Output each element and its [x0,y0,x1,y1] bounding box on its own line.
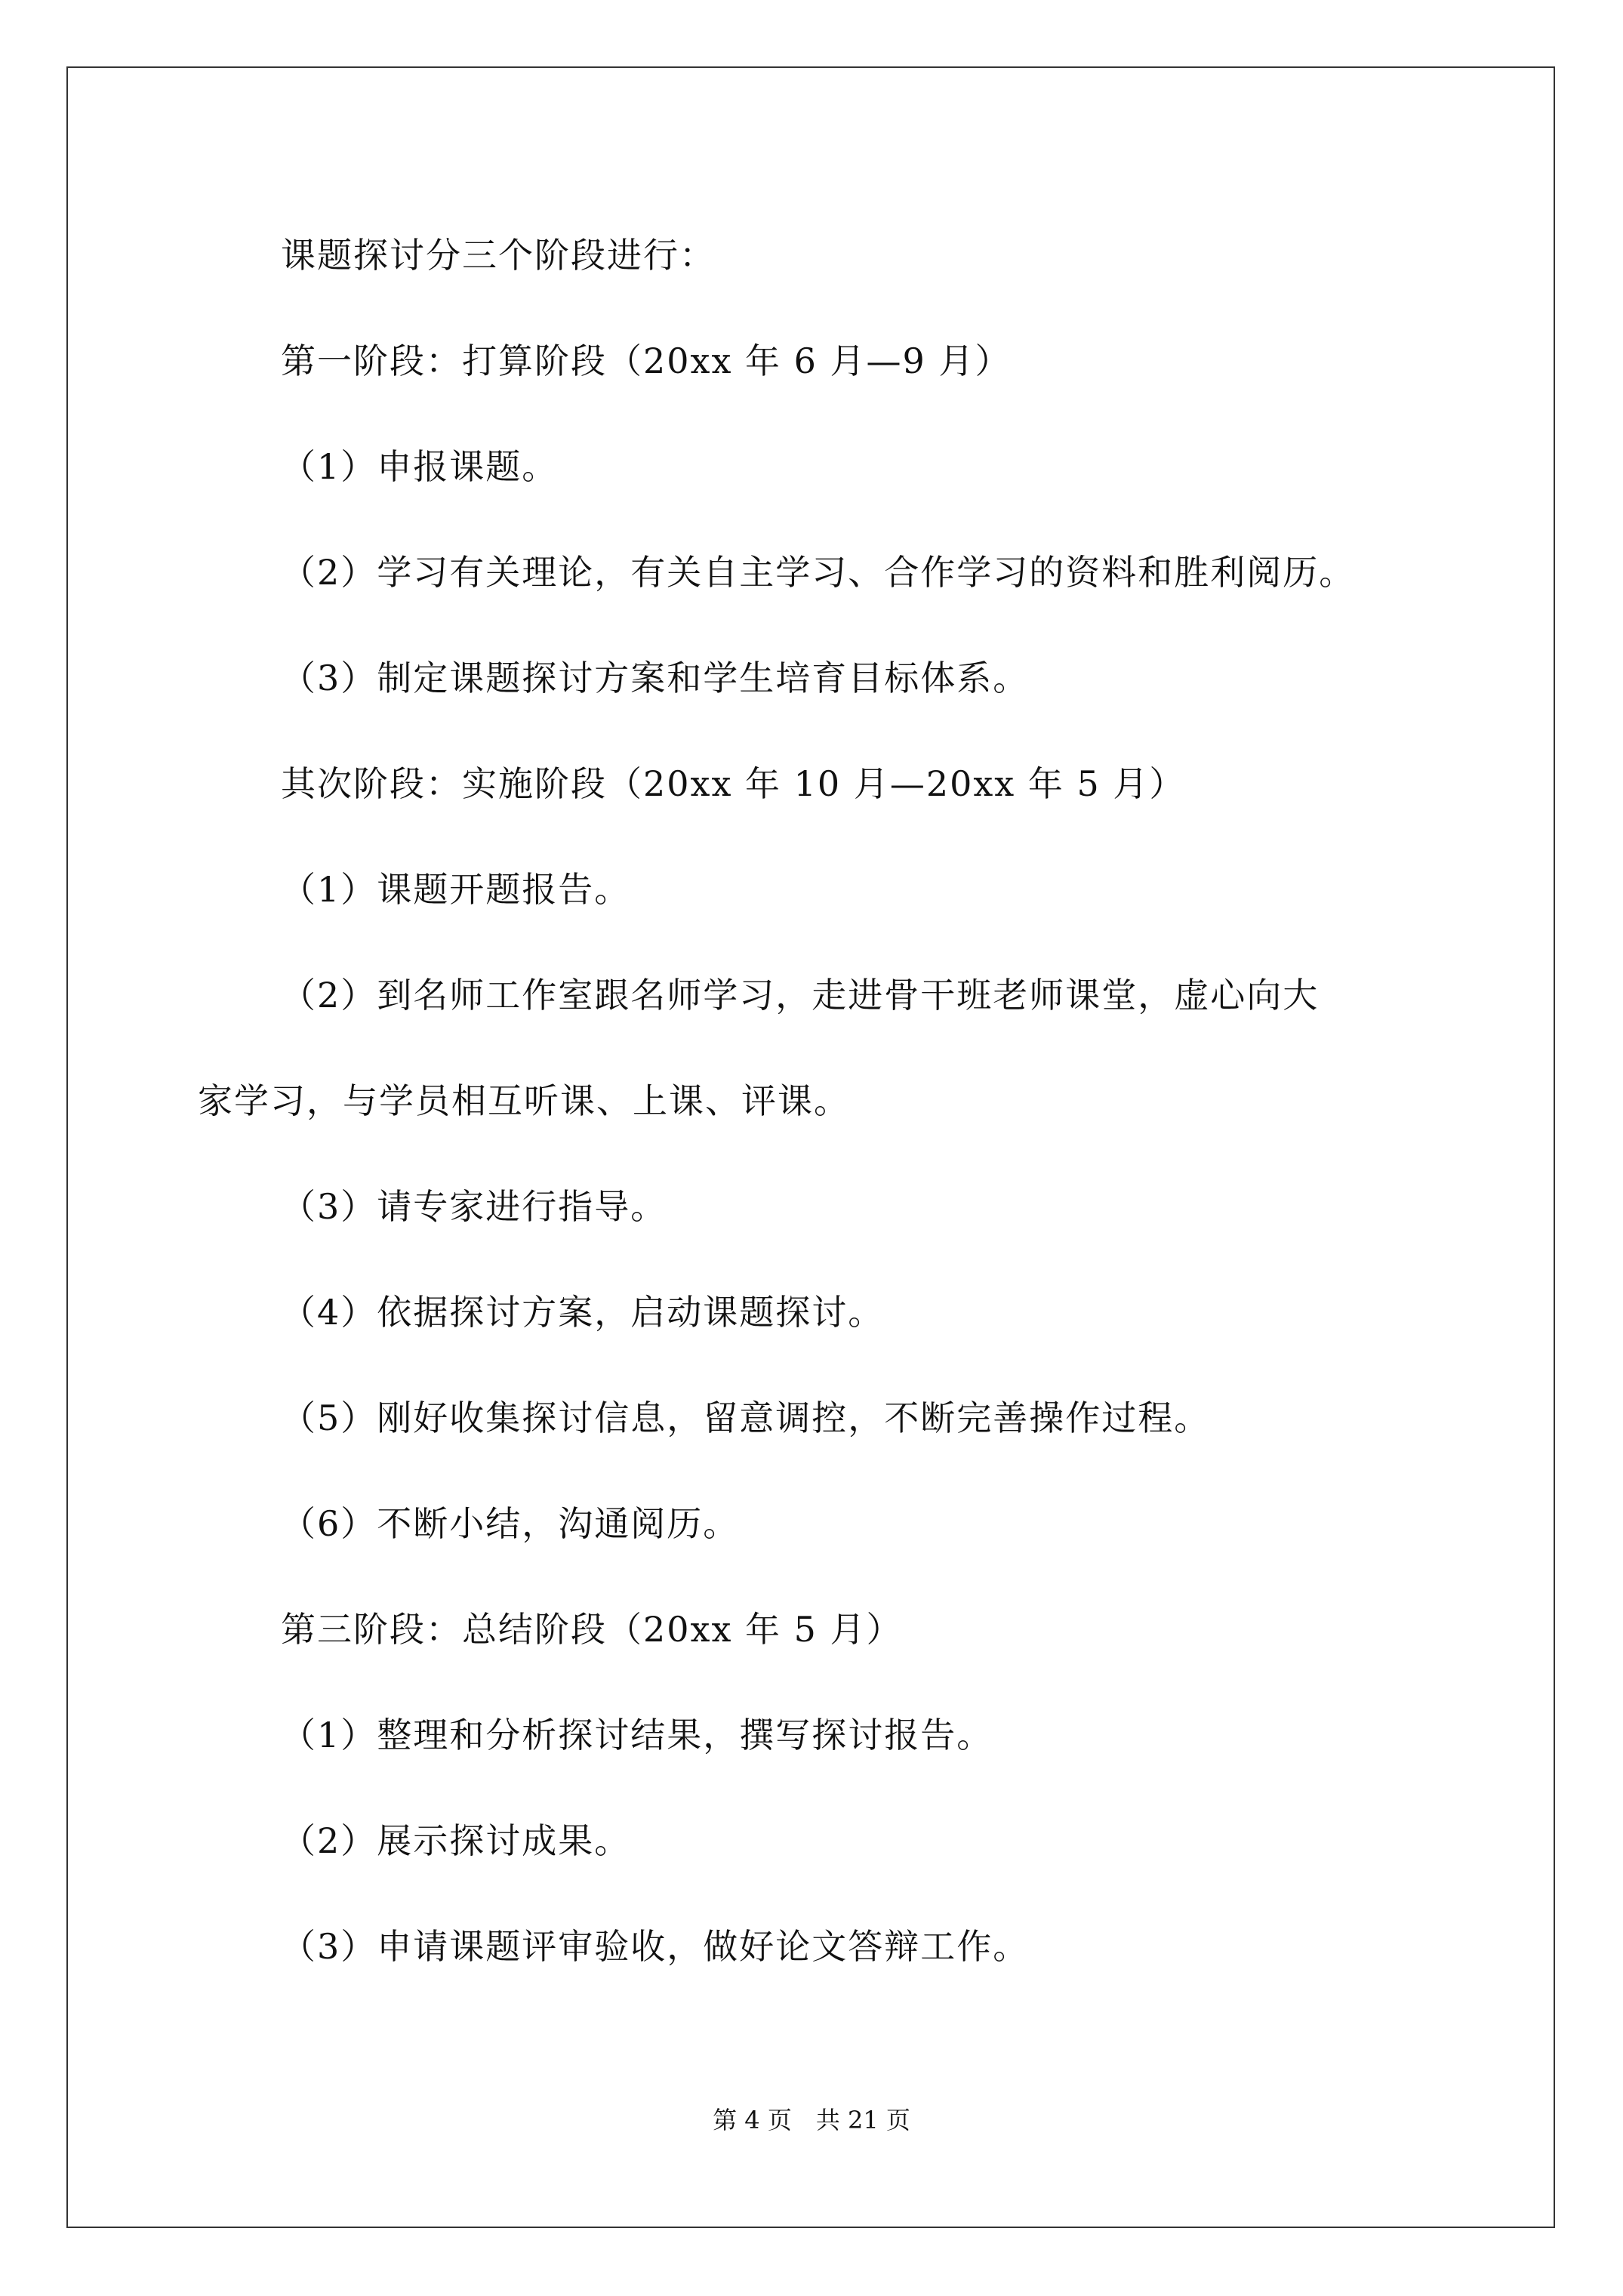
stage-three-heading: 第三阶段：总结阶段（20xx 年 5 月） [281,1609,903,1650]
page-number-footer: 第 4 页 共 21 页 [713,2106,910,2134]
body-line-13: （6）不断小结，沟通阅历。 [281,1503,740,1544]
page-border [66,66,1555,2228]
stage-one-heading: 第一阶段：打算阶段（20xx 年 6 月—9 月） [281,341,1012,381]
stage-two-heading: 其次阶段：实施阶段（20xx 年 10 月—20xx 年 5 月） [281,763,1186,804]
body-line-9: 家学习，与学员相互听课、上课、评课。 [198,1080,850,1121]
body-line-11: （4）依据探讨方案，启动课题探讨。 [281,1292,885,1333]
body-line-16: （2）展示探讨成果。 [281,1820,631,1861]
body-line-1: 课题探讨分三个阶段进行： [281,235,716,276]
body-line-4: （2）学习有关理论，有关自主学习、合作学习的资料和胜利阅历。 [281,552,1356,593]
body-line-3: （1）申报课题。 [281,446,559,487]
body-line-12: （5）刚好收集探讨信息，留意调控，不断完善操作过程。 [281,1398,1211,1438]
body-line-17: （3）申请课题评审验收，做好论文答辩工作。 [281,1926,1030,1967]
body-line-10: （3）请专家进行指导。 [281,1186,667,1227]
body-line-15: （1）整理和分析探讨结果，撰写探讨报告。 [281,1715,993,1755]
body-line-8: （2）到名师工作室跟名师学习，走进骨干班老师课堂，虚心向大 [281,975,1320,1015]
body-line-7: （1）课题开题报告。 [281,869,631,910]
body-line-5: （3）制定课题探讨方案和学生培育目标体系。 [281,658,1030,698]
